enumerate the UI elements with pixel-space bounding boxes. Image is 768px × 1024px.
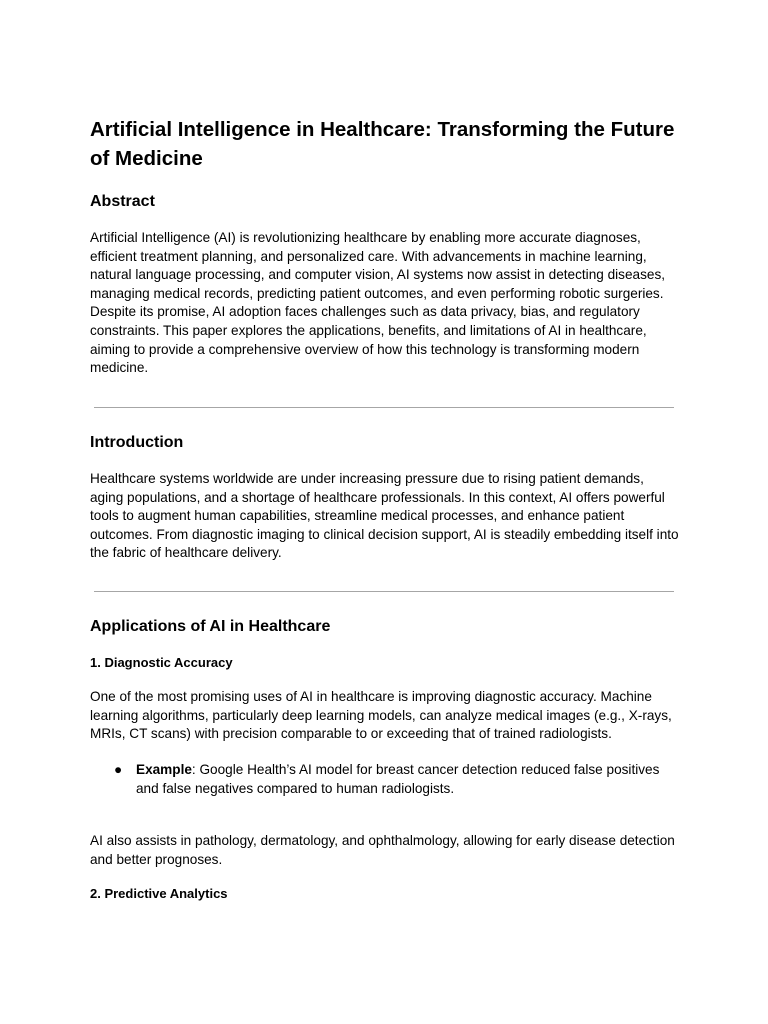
bullet-body: : Google Health’s AI model for breast cancer detection reduced false positives and false negatives compared to human radiologists. xyxy=(136,762,660,796)
introduction-paragraph: Healthcare systems worldwide are under increasing pressure due to rising patient demands, aging populations, and a shortage of healthcare professionals. In this context, AI offers powerful tools to augment human capabilities, streamline medical processes, and enhance patient outcomes. From diagnostic imaging to clinical decision support, AI is steadily embedding itself into the fabric of healthcare delivery. xyxy=(90,471,679,561)
introduction-heading: Introduction xyxy=(90,434,184,451)
diagnostic-accuracy-heading: 1. Diagnostic Accuracy xyxy=(90,655,233,670)
bullet-text xyxy=(136,761,680,798)
section-divider xyxy=(94,591,674,592)
bullet-label: Example xyxy=(136,762,192,777)
section-divider xyxy=(94,407,674,408)
document-title: Artificial Intelligence in Healthcare: Transforming the Future of Medicine xyxy=(90,118,675,170)
diagnostic-accuracy-followup: AI also assists in pathology, dermatology, and ophthalmology, allowing for early disease detection and better prognoses. xyxy=(90,833,675,867)
abstract-heading: Abstract xyxy=(90,193,155,210)
abstract-paragraph: Artificial Intelligence (AI) is revolutionizing healthcare by enabling more accurate diagnoses, efficient treatment planning, and personalized care. With advancements in machine learning, natural language processing, and computer vision, AI systems now assist in detecting diseases, managing medical records, predicting patient outcomes, and even performing robotic surgeries. Despite its promise, AI adoption faces challenges such as data privacy, bias, and regulatory constraints. This paper explores the applications, benefits, and limitations of AI in healthcare, aiming to provide a comprehensive overview of how this technology is transforming modern medicine. xyxy=(90,230,666,376)
bullet-icon: ● xyxy=(114,762,123,777)
predictive-analytics-heading: 2. Predictive Analytics xyxy=(90,886,228,901)
diagnostic-accuracy-paragraph: One of the most promising uses of AI in healthcare is improving diagnostic accuracy. Machine learning algorithms, particularly deep learning models, can analyze medical images (e.g., X-rays, MRIs, CT scans) with precision comparable to or exceeding that of trained radiologists. xyxy=(90,689,672,742)
applications-heading: Applications of AI in Healthcare xyxy=(90,618,331,635)
